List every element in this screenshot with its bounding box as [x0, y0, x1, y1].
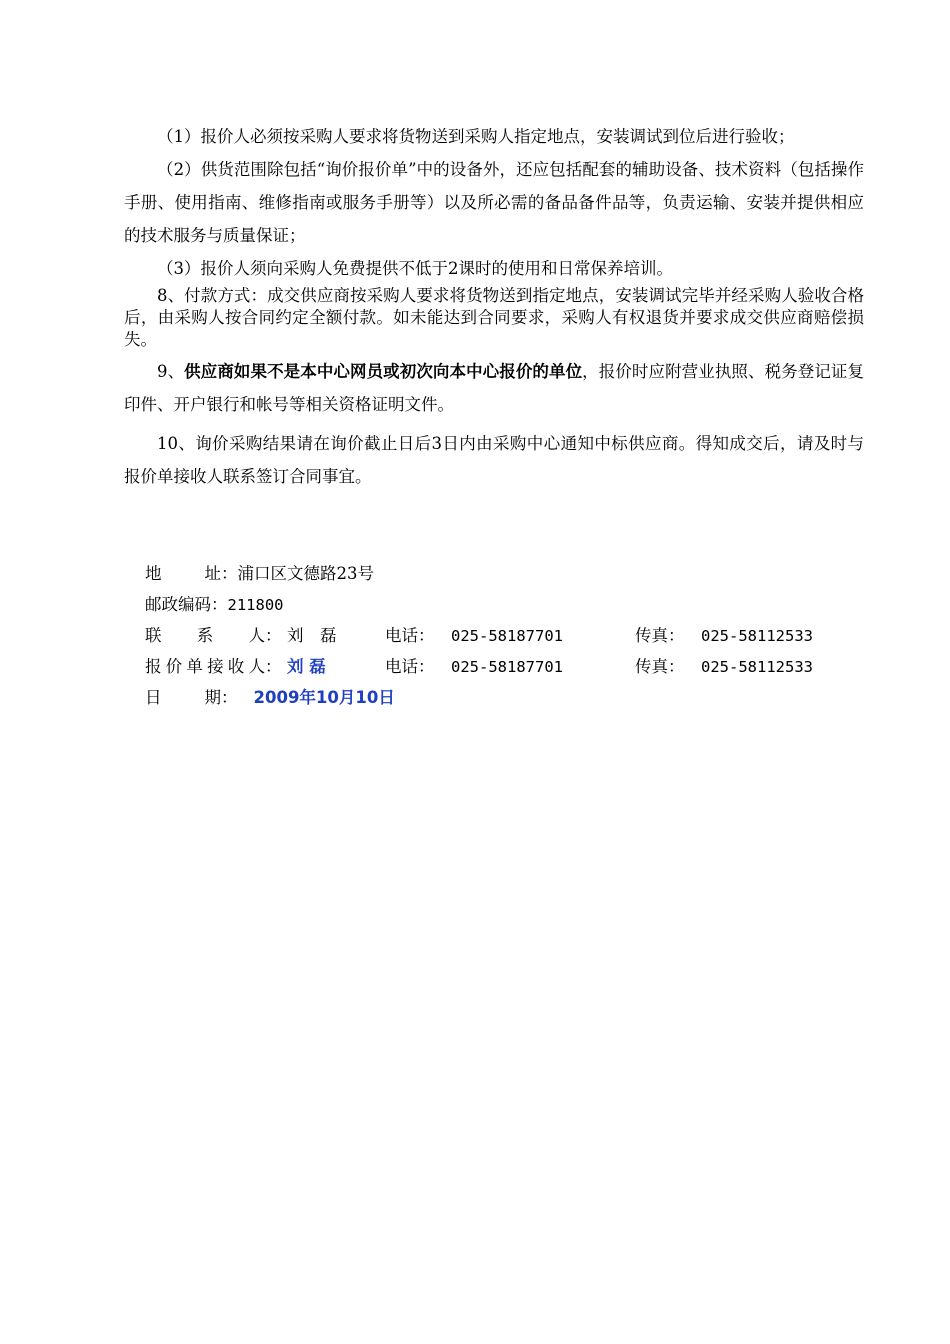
paragraph-training: （3）报价人须向采购人免费提供不低于2课时的使用和日常保养培训。	[157, 259, 673, 278]
contact-label: 联 系 人	[145, 626, 265, 645]
address-label: 地 址	[145, 564, 221, 583]
contact-colon: ：	[265, 626, 282, 645]
receiver-fax-label: 传真：	[635, 657, 685, 676]
tel-label: 电话：	[385, 626, 435, 645]
postcode-label: 邮政编码	[145, 595, 211, 614]
tel-value: 025-58187701	[451, 627, 563, 645]
postcode-value: 211800	[227, 596, 284, 614]
address-value: 浦口区文德路23号	[237, 564, 374, 583]
paragraph-delivery-acceptance: （1）报价人必须按采购人要求将货物送到采购人指定地点，安装调试到位后进行验收；	[157, 127, 795, 146]
emphasis-text: 供应商如果不是本中心网员或初次向本中心报价的单位	[184, 362, 583, 381]
paragraph-payment-terms: 8、付款方式：成交供应商按采购人要求将货物送到指定地点，安装调试完毕并经采购人验收合格后，由采购人按合同约定全额付款。如未能达到合同要求，采购人有权退货并要求成交供应商赔偿损失。	[124, 286, 864, 349]
date-colon: ：	[221, 688, 238, 707]
fax-value: 025-58112533	[701, 627, 813, 645]
receiver-name: 刘 磊	[287, 657, 326, 676]
contact-person-row	[145, 620, 813, 651]
receiver-tel-value: 025-58187701	[451, 658, 563, 676]
postcode-row	[145, 589, 813, 620]
date-value: 2009年10月10日	[253, 688, 395, 707]
document-body	[124, 120, 864, 493]
contact-block	[145, 558, 813, 713]
receiver-fax-value: 025-58112533	[701, 658, 813, 676]
date-label: 日 期	[145, 688, 221, 707]
receiver-row	[145, 651, 813, 682]
paragraph-supplier-qualification	[124, 355, 864, 421]
address-row	[145, 558, 813, 589]
paragraph-number: 9、	[157, 362, 185, 381]
contact-name: 刘 磊	[287, 626, 337, 645]
fax-label: 传真：	[635, 626, 685, 645]
address-colon: ：	[221, 564, 238, 583]
paragraph-supply-scope: （2）供货范围除包括“询价报价单”中的设备外，还应包括配套的辅助设备、技术资料（包括操作手册、使用指南、维修指南或服务手册等）以及所必需的备品备件品等，负责运输、安装并提供相应的技术服务与质量保证；	[124, 160, 864, 245]
date-row	[145, 682, 813, 713]
postcode-colon: ：	[211, 595, 228, 614]
paragraph-result-notice: 10、询价采购结果请在询价截止日后3日内由采购中心通知中标供应商。得知成交后，请及时与报价单接收人联系签订合同事宜。	[124, 434, 864, 486]
receiver-colon: ：	[265, 657, 282, 676]
receiver-tel-label: 电话：	[385, 657, 435, 676]
receiver-label: 报价单接收人	[145, 657, 265, 676]
paragraph-rest: ，报价时应附营业执照、税务登记证复印件、开户银行和帐号等相关资格证明文件。	[124, 362, 865, 414]
